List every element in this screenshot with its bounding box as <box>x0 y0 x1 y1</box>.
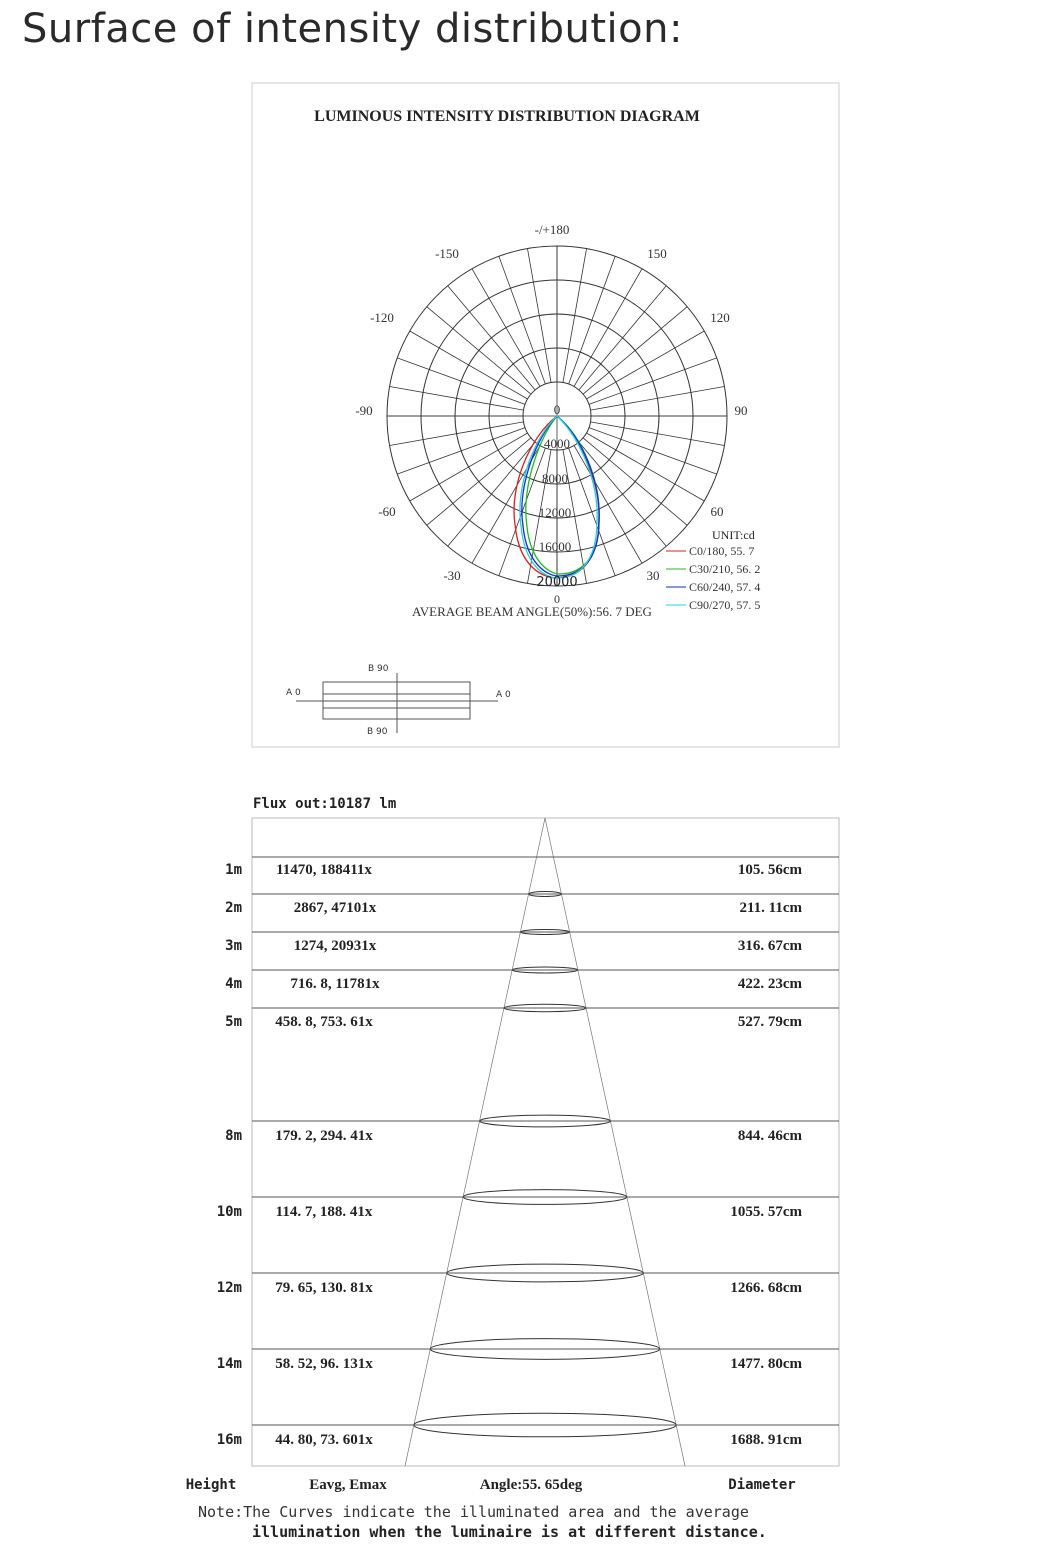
row-diameter: 422. 23cm <box>737 976 802 992</box>
polar-spoke <box>569 256 616 384</box>
polar-spoke <box>589 428 717 475</box>
polar-spoke <box>390 386 524 410</box>
angle-label-neg90: -90 <box>355 403 373 418</box>
legend-label-c30: C30/210, 56. 2 <box>689 562 761 576</box>
polar-spoke <box>427 438 531 525</box>
row-illuminance: 11470, 188411x <box>276 862 372 878</box>
cone-right-edge <box>545 818 685 1466</box>
polar-spoke <box>574 445 642 563</box>
polar-spoke <box>410 433 528 501</box>
polar-spoke <box>590 422 724 446</box>
polar-spoke <box>397 358 525 405</box>
diagram-title: LUMINOUS INTENSITY DISTRIBUTION DIAGRAM <box>314 108 700 125</box>
row-height: 16m <box>216 1432 242 1448</box>
page-title: Surface of intensity distribution: <box>22 6 683 52</box>
row-illuminance: 716. 8, 11781x <box>290 976 380 992</box>
schematic-label-a-right: A 0 <box>496 690 511 700</box>
polar-spoke <box>397 428 525 475</box>
row-diameter: 1688. 91cm <box>730 1432 802 1448</box>
luminaire-schematic <box>296 673 498 733</box>
polar-spoke <box>574 269 642 387</box>
polar-spoke <box>390 422 524 446</box>
polar-spoke <box>583 307 687 394</box>
angle-label-0-top: 0 <box>553 402 561 417</box>
legend-label-c60: C60/240, 57. 4 <box>689 580 761 594</box>
footer-diameter: Diameter <box>728 1477 796 1493</box>
schematic-label-a-left: A 0 <box>286 688 301 698</box>
legend-label-c0: C0/180, 55. 7 <box>689 544 755 558</box>
ring-label-4000: 4000 <box>544 436 570 451</box>
row-diameter: 316. 67cm <box>737 938 802 954</box>
row-height: 8m <box>225 1128 242 1144</box>
angle-label-90: 90 <box>734 403 748 418</box>
angle-label-150: 150 <box>647 246 667 261</box>
angle-label-180: -/+180 <box>534 222 570 237</box>
polar-spoke <box>499 256 546 384</box>
ring-label-16000: 16000 <box>538 539 572 554</box>
row-height: 2m <box>225 900 242 916</box>
row-illuminance: 2867, 47101x <box>293 900 377 916</box>
polar-spoke <box>590 386 724 410</box>
row-illuminance: 1274, 20931x <box>293 938 377 954</box>
row-height: 3m <box>225 938 242 954</box>
unit-label: UNIT:cd <box>712 528 755 542</box>
polar-spoke <box>563 249 587 383</box>
angle-label-neg30: -30 <box>443 568 461 583</box>
row-diameter: 527. 79cm <box>737 1014 802 1030</box>
footer-height: Height <box>185 1477 237 1493</box>
note-line-1: Note:The Curves indicate the illuminated area and the average <box>198 1503 749 1521</box>
note-line-2: illumination when the luminaire is at different distance. <box>252 1523 767 1541</box>
row-diameter: 211. 11cm <box>739 900 802 916</box>
row-diameter: 1266. 68cm <box>730 1280 802 1296</box>
light-cone <box>405 818 685 1466</box>
ring-label-20000: 20000 <box>536 575 578 590</box>
angle-label-60: 60 <box>710 504 724 519</box>
flux-label: Flux out:10187 lm <box>253 796 397 812</box>
row-illuminance: 458. 8, 753. 61x <box>275 1014 373 1030</box>
row-height: 14m <box>216 1356 242 1372</box>
polar-spoke <box>527 249 551 383</box>
row-diameter: 105. 56cm <box>737 862 802 878</box>
row-diameter: 1477. 80cm <box>730 1356 802 1372</box>
polar-spoke <box>472 269 540 387</box>
angle-label-30: 30 <box>646 568 660 583</box>
row-illuminance: 179. 2, 294. 41x <box>275 1128 373 1144</box>
polar-spoke <box>410 331 528 399</box>
angle-label-neg120: -120 <box>370 310 394 325</box>
row-height: 5m <box>225 1014 242 1030</box>
angle-label-0-bottom: 0 <box>554 592 560 606</box>
polar-spoke <box>448 286 535 390</box>
polar-spoke <box>579 442 666 546</box>
row-height: 4m <box>225 976 242 992</box>
row-height: 10m <box>216 1204 242 1220</box>
beam-angle-label: AVERAGE BEAM ANGLE(50%):56. 7 DEG <box>412 604 652 619</box>
diagram-frame <box>252 83 839 747</box>
row-illuminance: 114. 7, 188. 41x <box>275 1204 373 1220</box>
row-illuminance: 44. 80, 73. 601x <box>275 1432 373 1448</box>
ring-label-8000: 8000 <box>542 471 568 486</box>
polar-spoke <box>586 331 704 399</box>
angle-label-120: 120 <box>710 310 730 325</box>
row-height: 1m <box>225 862 242 878</box>
footer-eavg-emax: Eavg, Emax <box>309 1477 387 1493</box>
polar-spoke <box>586 433 704 501</box>
footer-angle: Angle:55. 65deg <box>479 1477 583 1493</box>
polar-spoke <box>427 307 531 394</box>
row-illuminance: 79. 65, 130. 81x <box>275 1280 373 1296</box>
row-height: 12m <box>216 1280 242 1296</box>
schematic-label-b-top: B 90 <box>368 664 389 674</box>
polar-spoke <box>589 358 717 405</box>
angle-label-neg60: -60 <box>378 504 396 519</box>
row-diameter: 1055. 57cm <box>730 1204 802 1220</box>
row-illuminance: 58. 52, 96. 131x <box>275 1356 373 1372</box>
legend-label-c90: C90/270, 57. 5 <box>689 598 761 612</box>
angle-label-neg150: -150 <box>435 246 459 261</box>
ring-label-12000: 12000 <box>538 505 572 520</box>
row-diameter: 844. 46cm <box>737 1128 802 1144</box>
cone-left-edge <box>405 818 545 1466</box>
polar-spoke <box>579 286 666 390</box>
schematic-label-b-bottom: B 90 <box>367 727 388 737</box>
